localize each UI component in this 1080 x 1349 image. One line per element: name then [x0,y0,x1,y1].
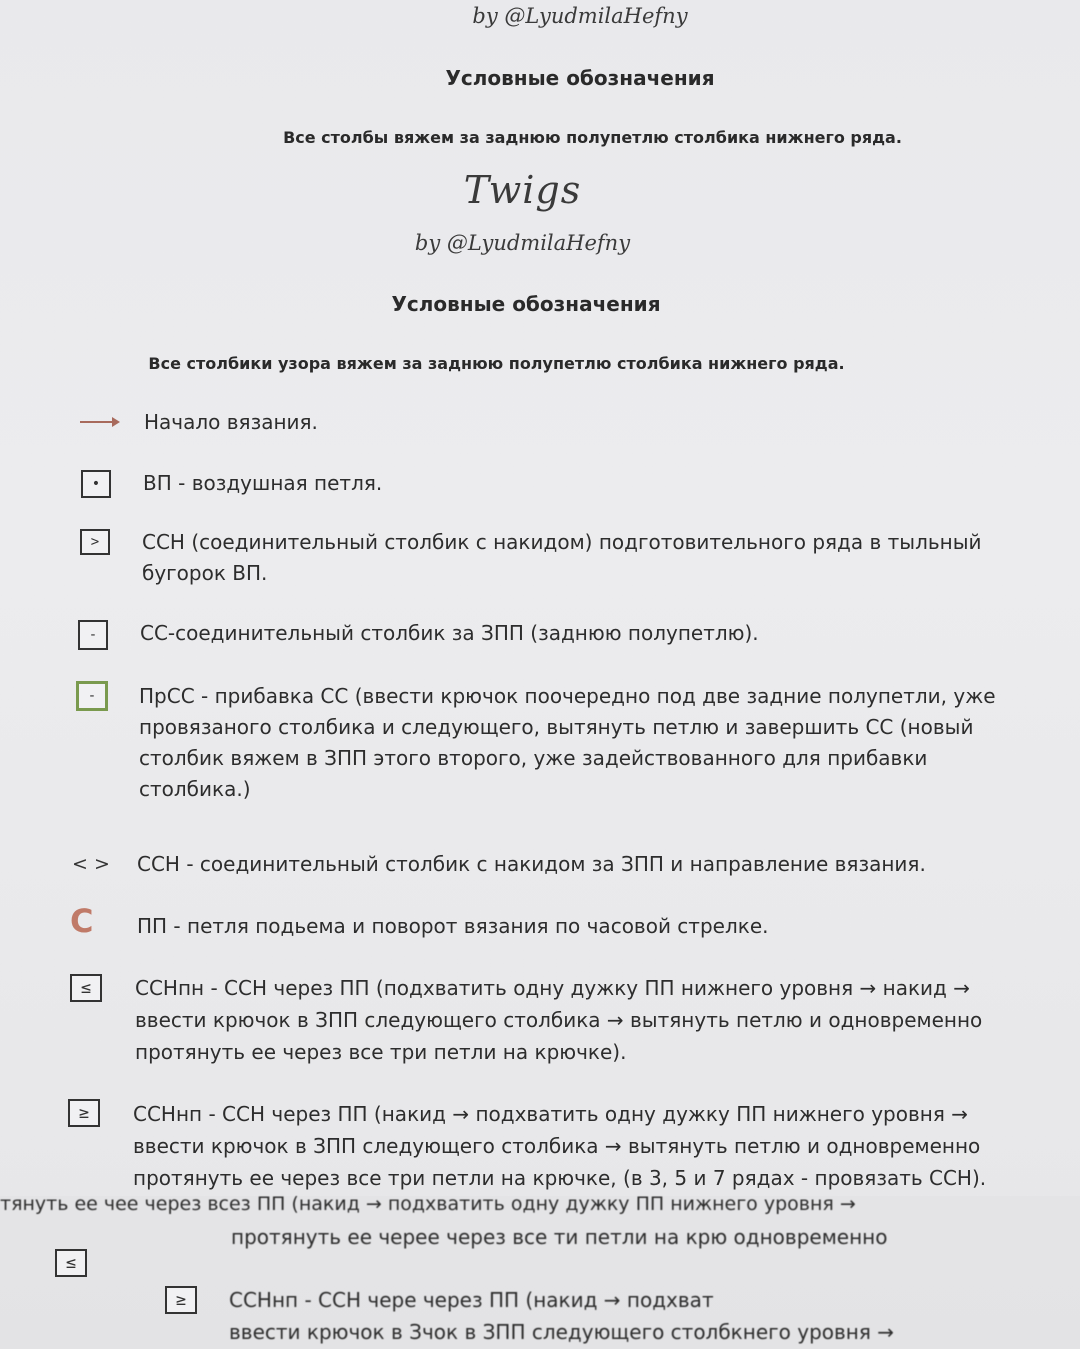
overlay-line-4: ввести крючок в Зчок в ЗПП следующего столбкнего уровня → [229,1320,895,1344]
legend-text: столбик вяжем в ЗПП этого второго, уже задействованного для прибавки [139,746,928,770]
legend-text: провязаного столбика и следующего, вытянуть петлю и завершить СС (новый [139,715,974,739]
greater-equal-box-icon: ≥ [165,1286,197,1314]
byline: by @LyudmilaHefny [414,231,631,255]
legend-text: ввести крючок в ЗПП следующего столбика → вытянуть петлю и одновременно [135,1008,983,1032]
legend-text: ССНпн - ССН через ПП (подхватить одну дужку ПП нижнего уровня → накид → [135,976,970,1000]
pattern-logo: Twigs [463,168,582,212]
legend-text: протянуть ее через все три петли на крючке, (в 3, 5 и 7 рядах - провязать ССН). [133,1166,987,1190]
chain-stitch-icon: • [81,470,111,498]
dash-green-box-icon: - [76,681,108,711]
greater-than-box-icon: > [80,529,110,555]
arrow-right-icon [80,421,118,423]
dash-box-icon: - [78,620,108,650]
legend-text: ССН (соединительный столбик с накидом) подготовительного ряда в тыльный [142,530,982,554]
greater-equal-box-icon: ≥ [68,1099,100,1127]
legend-text: ПП - петля подьема и поворот вязания по часовой стрелке. [137,914,769,938]
legend-note: Все столбики узора вяжем за заднюю полупетлю столбика нижнего ряда. [148,354,845,373]
legend-text: Начало вязания. [144,410,318,434]
legend-text: столбика.) [139,777,251,801]
angle-brackets-icon: < > [72,853,110,875]
legend-text: СС-соединительный столбик за ЗПП (заднюю полупетлю). [140,621,759,645]
less-equal-box-icon: ≤ [70,974,102,1002]
legend-title-top: Условные обозначения [445,66,715,90]
legend-text: ВП - воздушная петля. [143,471,383,495]
legend-note-top: Все столбы вяжем за заднюю полупетлю столбика нижнего ряда. [283,128,902,147]
byline-top: by @LyudmilaHefny [472,4,688,28]
turn-clockwise-icon: C [70,902,94,940]
overlay-line-1: тянуть ее чее через всез ПП (накид → подхватить одну дужку ПП нижнего уровня → [0,1193,856,1215]
legend-text: ССНнп - ССН через ПП (накид → подхватить одну дужку ПП нижнего уровня → [133,1102,968,1126]
less-equal-box-icon: ≤ [55,1249,87,1277]
legend-text: ССН - соединительный столбик с накидом за ЗПП и направление вязания. [137,852,926,876]
legend-text: бугорок ВП. [142,561,268,585]
legend-text: протянуть ее через все три петли на крючке). [135,1040,627,1064]
legend-text: ПрСС - прибавка СС (ввести крючок поочередно под две задние полупетли, уже [139,684,996,708]
legend-text: ввести крючок в ЗПП следующего столбика → вытянуть петлю и одновременно [133,1134,981,1158]
legend-title: Условные обозначения [391,292,661,316]
overlay-line-3: ССНнп - ССН чере через ПП (накид → подхват [229,1288,714,1312]
overlay-line-2: протянуть ее черее через все ти петли на крю одновременно [231,1225,888,1249]
